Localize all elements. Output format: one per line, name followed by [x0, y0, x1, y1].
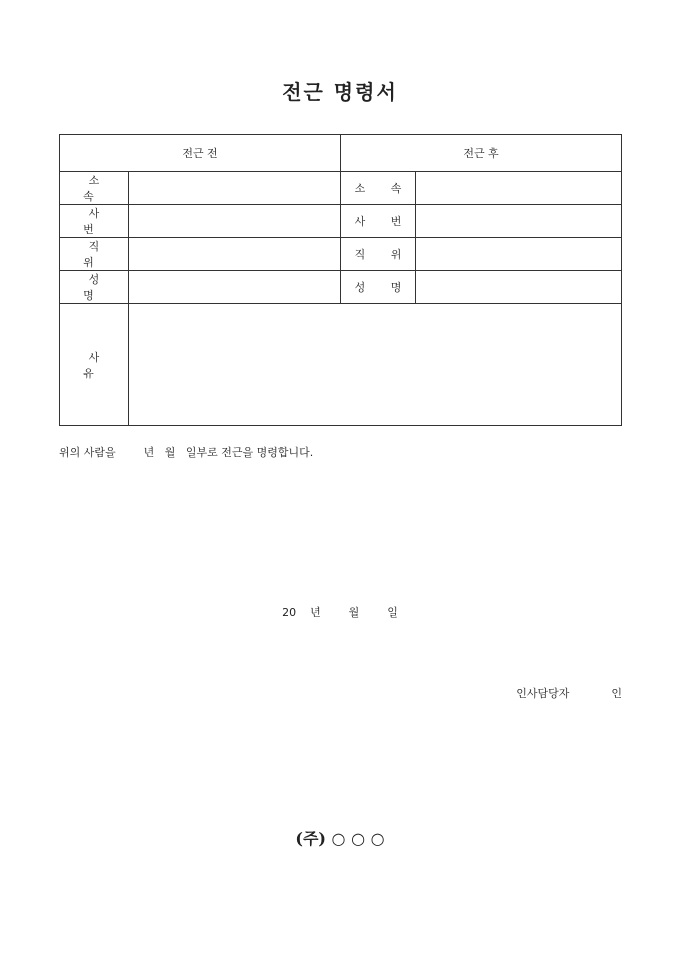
company-name: (주) ○ ○ ○	[295, 829, 385, 848]
employee-id-label-before: 사 번	[60, 205, 129, 238]
after-transfer-header: 전근 후	[341, 135, 622, 172]
position-label-after: 직 위	[341, 238, 416, 271]
position-field-after[interactable]	[416, 238, 622, 271]
position-label-before: 직 위	[60, 238, 129, 271]
document-title: 전근 명령서	[282, 80, 398, 104]
date-line: 20 년 월 일	[282, 606, 398, 619]
dept-label-before: 소 속	[60, 172, 129, 205]
position-field-before[interactable]	[129, 238, 341, 271]
table-row	[60, 205, 622, 238]
transfer-statement: 위의 사람을 년 월 일부로 전근을 명령합니다.	[59, 446, 314, 459]
reason-field[interactable]	[129, 304, 622, 426]
dept-field-after[interactable]	[416, 172, 622, 205]
name-field-after[interactable]	[416, 271, 622, 304]
name-label-before: 성 명	[60, 271, 129, 304]
reason-label: 사 유	[60, 304, 129, 426]
name-label-after: 성 명	[341, 271, 416, 304]
name-field-before[interactable]	[129, 271, 341, 304]
table-row	[60, 238, 622, 271]
employee-id-label-after: 사 번	[341, 205, 416, 238]
dept-field-before[interactable]	[129, 172, 341, 205]
employee-id-field-after[interactable]	[416, 205, 622, 238]
table-header-row	[60, 135, 622, 172]
employee-id-field-before[interactable]	[129, 205, 341, 238]
reason-row	[60, 304, 622, 426]
table-row	[60, 172, 622, 205]
signatory-line: 인사담당자 인	[516, 687, 622, 700]
before-transfer-header: 전근 전	[60, 135, 341, 172]
dept-label-after: 소 속	[341, 172, 416, 205]
transfer-form-table	[59, 134, 622, 426]
table-row	[60, 271, 622, 304]
